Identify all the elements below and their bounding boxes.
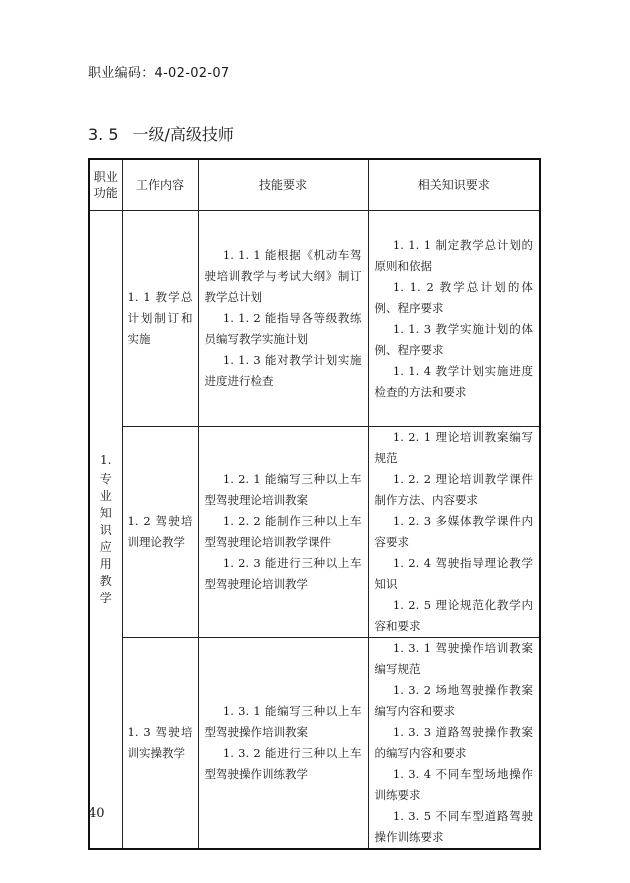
knowledge-item: 1. 3. 5 不同车型道路驾驶操作训练要求 (374, 809, 533, 844)
header-knowledge: 相关知识要求 (368, 159, 540, 211)
skill-item: 1. 1. 3 能对教学计划实施进度进行检查 (204, 353, 362, 388)
section-title: 一级/高级技师 (132, 125, 234, 144)
skills-cell (198, 638, 368, 850)
skill-item: 1. 2. 3 能进行三种以上车型驾驶理论培训教学 (204, 556, 362, 591)
knowledge-item: 1. 2. 2 理论培训教学课件制作方法、内容要求 (374, 472, 533, 507)
table-row (89, 211, 540, 427)
knowledge-item: 1. 1. 4 教学计划实施进度检查的方法和要求 (374, 363, 533, 399)
skill-item: 1. 1. 1 能根据《机动车驾驶培训教学与考试大纲》制订教学总计划 (204, 248, 362, 304)
function-number: 1. (100, 453, 112, 467)
knowledge-item: 1. 1. 1 制定教学总计划的原则和依据 (374, 237, 533, 273)
header-function: 职业功能 (89, 159, 122, 211)
knowledge-item: 1. 3. 2 场地驾驶操作教案编写内容和要求 (374, 683, 533, 718)
table-header-row (89, 159, 540, 211)
table-row (89, 427, 540, 638)
knowledge-item: 1. 3. 4 不同车型场地操作训练要求 (374, 767, 533, 802)
function-label: 专业知识应用教学 (99, 472, 112, 605)
section-number: 3. 5 (88, 125, 119, 144)
skills-cell (198, 211, 368, 427)
knowledge-cell (368, 638, 540, 850)
work-content-cell: 1. 2 驾驶培训理论教学 (122, 427, 198, 638)
knowledge-item: 1. 2. 3 多媒体教学课件内容要求 (374, 514, 533, 549)
knowledge-item: 1. 3. 3 道路驾驶操作教案的编写内容和要求 (374, 725, 533, 760)
knowledge-item: 1. 2. 1 理论培训教案编写规范 (374, 430, 533, 465)
knowledge-cell (368, 427, 540, 638)
section-heading (88, 122, 234, 145)
occupation-code: 职业编码：4-02-02-07 (88, 66, 230, 81)
skill-item: 1. 1. 2 能指导各等级教练员编写教学实施计划 (204, 311, 362, 346)
work-content-cell: 1. 1 教学总计划制订和实施 (122, 211, 198, 427)
knowledge-item: 1. 1. 3 教学实施计划的体例、程序要求 (374, 321, 533, 357)
skill-item: 1. 3. 2 能进行三种以上车型驾驶操作训练教学 (204, 746, 362, 781)
header-content: 工作内容 (122, 159, 198, 211)
table-row (89, 638, 540, 850)
work-content-cell: 1. 3 驾驶培训实操教学 (122, 638, 198, 850)
skill-item: 1. 2. 2 能制作三种以上车型驾驶理论培训教学课件 (204, 514, 362, 549)
skills-cell (198, 427, 368, 638)
skill-requirements-table (88, 158, 541, 850)
knowledge-item: 1. 3. 1 驾驶操作培训教案编写规范 (374, 641, 533, 676)
skill-item: 1. 3. 1 能编写三种以上车型驾驶操作培训教案 (204, 704, 362, 739)
page-number: 40 (88, 806, 105, 821)
skill-item: 1. 2. 1 能编写三种以上车型驾驶理论培训教案 (204, 472, 362, 507)
knowledge-item: 1. 2. 4 驾驶指导理论教学知识 (374, 556, 533, 591)
header-skills: 技能要求 (198, 159, 368, 211)
knowledge-cell (368, 211, 540, 427)
knowledge-item: 1. 1. 2 教学总计划的体例、程序要求 (374, 279, 533, 315)
knowledge-item: 1. 2. 5 理论规范化教学内容和要求 (374, 598, 533, 633)
function-cell (89, 211, 122, 850)
